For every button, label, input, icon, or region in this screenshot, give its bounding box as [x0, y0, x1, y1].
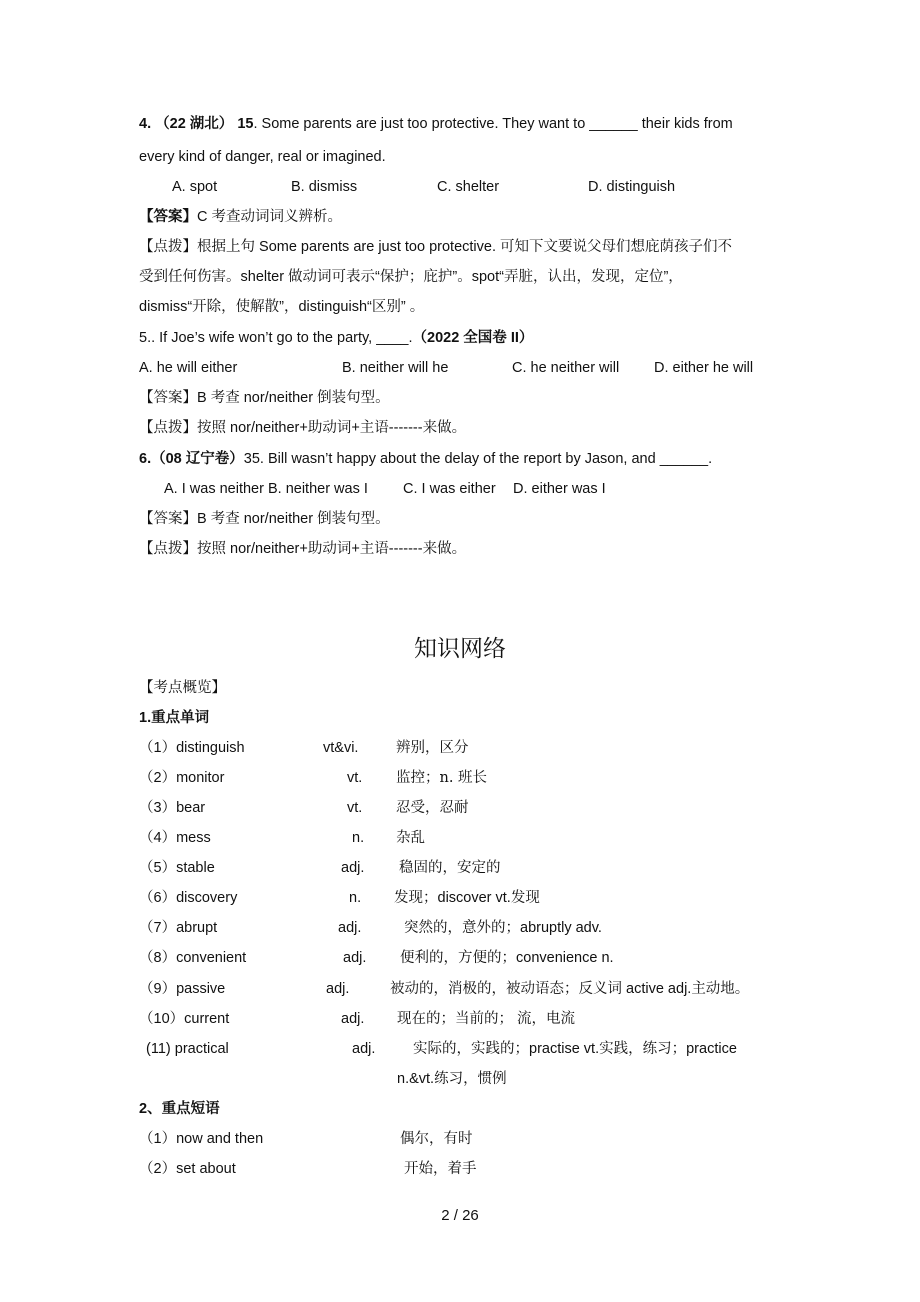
vocab-item: （1）distinguish	[139, 740, 245, 756]
option-b: B. dismiss	[291, 179, 358, 195]
vocab-meaning: 被动的，消极的，被动语态；反义词 active adj.主动地。	[390, 981, 750, 997]
vocab-pos: adj.	[343, 950, 367, 966]
vocab-item: （9）passive	[139, 981, 226, 997]
option-d: D. either was I	[513, 481, 606, 497]
vocab-pos: vt.	[347, 800, 363, 816]
vocab-meaning: 便利的，方便的；convenience n.	[400, 950, 614, 966]
answer-text: B 考查 nor/neither 倒装句型。	[197, 390, 390, 406]
question-subnumber: 15	[237, 116, 254, 132]
tip-label: 【点拨】	[139, 541, 197, 557]
option-c: C. I was either	[403, 481, 496, 497]
vocab-meaning: 稳固的，安定的	[399, 860, 501, 876]
question-text: If Joe’s wife won’t go to the party, ____.	[155, 330, 413, 346]
vocab-heading: 1.重点单词	[139, 710, 210, 726]
tip-line-2: 受到任何伤害。shelter 做动词可表示“保护；庇护”。spot“弄脏，认出，发现，定位”，	[139, 269, 683, 285]
question-number: 6.	[139, 451, 152, 467]
tip-label: 【点拨】	[139, 420, 197, 436]
answer-label: 【答案】	[139, 390, 197, 406]
question-source: （2022 全国卷 II）	[412, 330, 534, 346]
tip-text: 按照 nor/neither+助动词+主语-------来做。	[197, 420, 467, 436]
tip-label: 【点拨】	[139, 239, 197, 255]
phrases-heading: 2、重点短语	[139, 1101, 220, 1117]
vocab-meaning: 杂乱	[396, 830, 425, 846]
vocab-item: （3）bear	[139, 800, 206, 816]
vocab-meaning: 忍受，忍耐	[396, 800, 469, 816]
question-text: 35. Bill wasn’t happy about the delay of the report by Jason, and ______.	[243, 451, 713, 467]
vocab-meaning-cont: n.&vt.练习，惯例	[397, 1071, 507, 1087]
answer-text: C 考查动词词义辨析。	[197, 209, 342, 225]
tip-line	[139, 418, 466, 438]
tip-text: 按照 nor/neither+助动词+主语-------来做。	[197, 541, 467, 557]
vocab-pos: n.	[349, 890, 362, 906]
vocab-item: （6）discovery	[139, 890, 238, 906]
vocab-item: （5）stable	[139, 860, 215, 876]
question-5-line	[139, 328, 533, 348]
option-c: C. he neither will	[512, 360, 620, 376]
vocab-meaning: 监控；n. 班长	[396, 770, 488, 786]
phrase-item: （2）set about	[139, 1161, 236, 1177]
answer-text: B 考查 nor/neither 倒装句型。	[197, 511, 390, 527]
tip-line	[139, 539, 466, 559]
option-a: A. spot	[172, 179, 218, 195]
vocab-item: （10）current	[139, 1011, 230, 1027]
vocab-meaning: 现在的；当前的； 流，电流	[397, 1011, 576, 1027]
question-source: （08 辽宁卷）	[151, 451, 244, 467]
vocab-item: （8）convenient	[139, 950, 247, 966]
tip-text: 根据上句 Some parents are just too protective. 可知下文要说父母们想庇荫孩子们不	[197, 239, 733, 255]
question-text: . Some parents are just too protective. They want to ______ their kids from	[253, 116, 733, 132]
vocab-meaning: 实际的，实践的；practise vt.实践，练习；practice	[413, 1041, 737, 1057]
question-6-line	[139, 449, 712, 469]
option-b: B. neither will he	[342, 360, 449, 376]
tip-line-1	[139, 237, 732, 257]
question-number: 4.	[139, 116, 152, 132]
vocab-pos: adj.	[341, 1011, 365, 1027]
answer-label: 【答案】	[139, 511, 197, 527]
vocab-pos: vt.	[347, 770, 363, 786]
option-d: D. either he will	[654, 360, 754, 376]
section-title: 知识网络	[414, 636, 506, 662]
vocab-pos: adj.	[341, 860, 365, 876]
vocab-item: （7）abrupt	[139, 920, 218, 936]
question-4-line2: every kind of danger, real or imagined.	[139, 149, 386, 165]
phrase-meaning: 开始，着手	[404, 1161, 477, 1177]
vocab-pos: adj.	[326, 981, 350, 997]
question-source: （22 湖北）	[155, 116, 234, 132]
question-4-line1	[139, 114, 733, 134]
question-number: 5..	[139, 330, 156, 346]
answer-label: 【答案】	[139, 209, 197, 225]
vocab-item: (11) practical	[146, 1041, 229, 1057]
phrase-item: （1）now and then	[139, 1131, 264, 1147]
vocab-pos: adj.	[338, 920, 362, 936]
answer-line	[139, 207, 342, 227]
vocab-item: （2）monitor	[139, 770, 225, 786]
option-c: C. shelter	[437, 179, 500, 195]
page-number: 2 / 26	[441, 1207, 479, 1224]
answer-line	[139, 509, 390, 529]
vocab-pos: adj.	[352, 1041, 376, 1057]
option-d: D. distinguish	[588, 179, 676, 195]
vocab-pos: n.	[352, 830, 365, 846]
tip-line-3: dismiss“开除，使解散”，distinguish“区别” 。	[139, 299, 425, 315]
vocab-meaning: 突然的，意外的；abruptly adv.	[404, 920, 602, 936]
option-a: A. he will either	[139, 360, 238, 376]
vocab-meaning: 发现；discover vt.发现	[394, 890, 540, 906]
vocab-pos: vt&vi.	[323, 740, 359, 756]
phrase-meaning: 偶尔，有时	[400, 1131, 473, 1147]
option-ab: A. I was neither B. neither was I	[164, 481, 368, 497]
vocab-item: （4）mess	[139, 830, 211, 846]
answer-line	[139, 388, 390, 408]
overview-label: 【考点概览】	[139, 680, 226, 696]
vocab-meaning: 辨别，区分	[396, 740, 469, 756]
